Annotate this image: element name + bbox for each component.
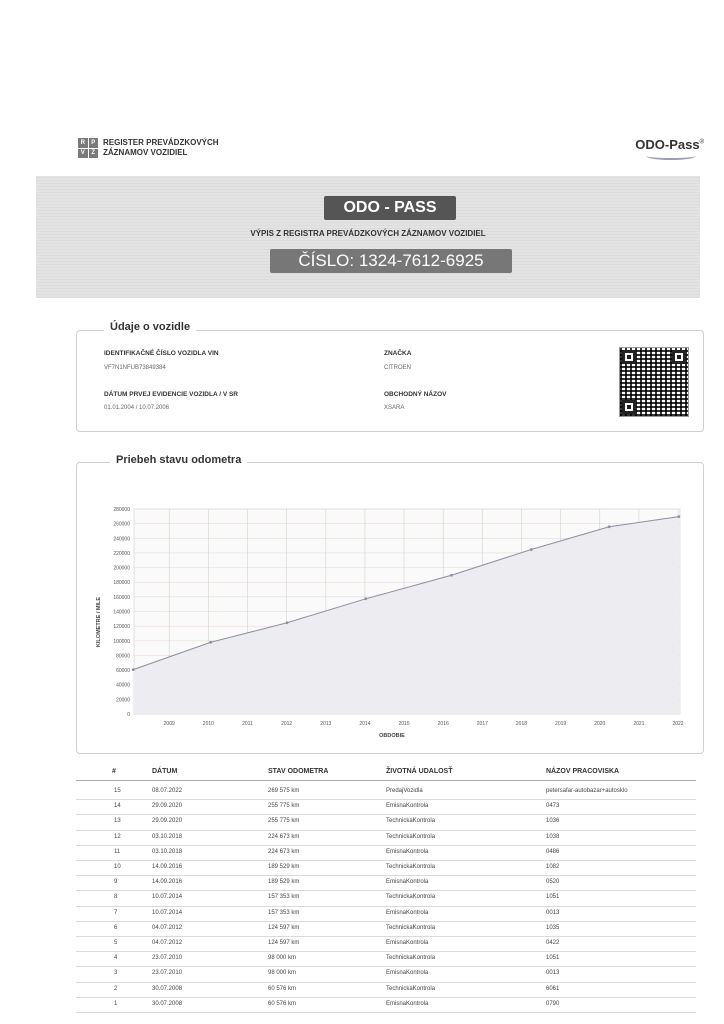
data-point (132, 668, 135, 671)
table-row (76, 845, 696, 861)
row-number: 13 (114, 818, 121, 825)
x-tick-label: 2012 (281, 721, 293, 727)
document-title: ODO - PASS (324, 196, 456, 220)
column-header-workplace: NÁZOV PRACOVISKA (546, 768, 620, 775)
row-odometer: 98 000 km (268, 955, 297, 962)
row-date: 30.07.2008 (152, 985, 183, 992)
row-event: TechnickaKontrola (386, 924, 436, 931)
x-tick-label: 2022 (672, 721, 684, 727)
row-date: 03.10.2018 (152, 833, 183, 840)
row-date: 23.07.2010 (152, 970, 183, 977)
row-number: 9 (114, 879, 118, 886)
y-tick-label: 20000 (116, 697, 130, 704)
y-tick-label: 200000 (113, 565, 130, 572)
row-date: 08.07.2022 (152, 788, 183, 794)
x-tick-label: 2011 (242, 721, 253, 727)
org-name-line1: REGISTER PREVÁDZKOVÝCH (103, 138, 219, 147)
column-header-number: # (112, 768, 116, 775)
row-workplace: 0520 (546, 879, 560, 886)
row-workplace: petersafar-autobazar+autosklo (546, 788, 628, 794)
row-date: 04.07.2012 (152, 924, 183, 931)
row-date: 14.09.2016 (152, 864, 183, 870)
y-tick-label: 260000 (113, 521, 130, 528)
table-row (76, 814, 696, 830)
document-subtitle: VÝPIS Z REGISTRA PREVÁDZKOVÝCH ZÁZNAMOV VOZIDIEL (250, 229, 486, 238)
table-header-divider (76, 780, 696, 781)
model-value: XSARA (384, 405, 405, 411)
row-number: 2 (114, 985, 118, 992)
row-number: 14 (114, 803, 121, 810)
row-number: 10 (114, 864, 121, 870)
rpvz-logo (78, 138, 98, 158)
table-row (76, 830, 696, 846)
row-date: 30.07.2008 (152, 1000, 183, 1007)
table-row (76, 997, 696, 1013)
data-point (677, 515, 680, 518)
x-tick-label: 2017 (476, 721, 488, 727)
row-workplace: 6061 (546, 985, 560, 992)
qr-code-icon (619, 347, 689, 417)
odo-pass-brand (635, 137, 704, 152)
y-tick-label: 140000 (113, 609, 130, 616)
chart-y-ticks (113, 507, 130, 718)
model-label: OBCHODNÝ NÁZOV (384, 391, 447, 398)
y-tick-label: 280000 (113, 507, 130, 513)
y-tick-label: 0 (127, 712, 130, 718)
table-row (76, 982, 696, 998)
chart-x-ticks (164, 721, 684, 727)
row-date: 10.07.2014 (152, 909, 183, 916)
row-workplace: 1051 (546, 894, 560, 901)
row-event: EmisnaKontrola (386, 970, 429, 977)
y-tick-label: 180000 (113, 580, 130, 587)
table-row (76, 966, 696, 982)
table-row (76, 906, 696, 922)
y-tick-label: 220000 (113, 550, 130, 557)
vin-label: IDENTIFIKAČNÉ ČÍSLO VOZIDLA VIN (104, 350, 219, 357)
row-number: 12 (114, 833, 121, 840)
table-row (76, 921, 696, 937)
row-number: 6 (114, 924, 118, 931)
logo-letter: P (89, 138, 99, 148)
row-odometer: 98 000 km (268, 970, 297, 977)
row-event: EmisnaKontrola (386, 879, 429, 886)
row-event: TechnickaKontrola (386, 894, 436, 901)
row-date: 29.09.2020 (152, 818, 183, 825)
row-workplace: 1036 (546, 818, 560, 825)
row-odometer: 157 353 km (268, 894, 300, 901)
table-row (76, 784, 696, 800)
row-workplace: 1038 (546, 833, 560, 840)
y-tick-label: 80000 (116, 653, 130, 660)
make-label: ZNAČKA (384, 350, 412, 357)
organization-name (103, 138, 263, 158)
row-event: TechnickaKontrola (386, 985, 436, 992)
row-date: 29.09.2020 (152, 803, 183, 810)
x-tick-label: 2020 (594, 721, 606, 727)
row-event: EmisnaKontrola (386, 909, 429, 916)
x-tick-label: 2018 (515, 721, 528, 727)
logo-letter: R (78, 138, 88, 148)
data-point (286, 621, 289, 624)
x-tick-label: 2014 (359, 721, 371, 727)
logo-letter: Z (89, 149, 99, 159)
column-header-event: ŽIVOTNÁ UDALOSŤ (386, 768, 453, 775)
row-event: PredajVozidla (386, 788, 423, 794)
table-row (76, 890, 696, 906)
row-odometer: 189 529 km (268, 864, 300, 870)
row-number: 3 (114, 970, 118, 977)
data-point (450, 574, 453, 577)
y-tick-label: 120000 (113, 624, 130, 631)
row-workplace: 0473 (546, 803, 560, 810)
y-tick-label: 60000 (116, 668, 130, 675)
x-tick-label: 2019 (555, 721, 567, 727)
row-date: 03.10.2018 (152, 848, 183, 855)
row-event: TechnickaKontrola (386, 955, 436, 962)
row-number: 11 (114, 848, 121, 855)
row-event: EmisnaKontrola (386, 940, 429, 946)
data-point (209, 641, 212, 644)
vin-value: VF7N1NFUB73849384 (104, 365, 166, 371)
first-registration-label: DÁTUM PRVEJ EVIDENCIE VOZIDLA / V SR (104, 391, 238, 398)
row-odometer: 189 529 km (268, 879, 300, 886)
row-number: 1 (114, 1000, 118, 1007)
vehicle-panel (76, 330, 704, 432)
row-workplace: 0422 (546, 940, 560, 946)
x-tick-label: 2015 (398, 721, 410, 727)
data-point (364, 597, 367, 600)
row-odometer: 60 576 km (268, 1000, 297, 1007)
row-event: TechnickaKontrola (386, 864, 436, 870)
row-number: 15 (114, 788, 121, 794)
row-number: 8 (114, 894, 118, 901)
row-odometer: 224 673 km (268, 833, 300, 840)
row-workplace: 0486 (546, 848, 560, 855)
brand-mark: ® (699, 139, 704, 146)
row-workplace: 0790 (546, 1000, 560, 1007)
row-event: EmisnaKontrola (386, 803, 429, 810)
row-event: EmisnaKontrola (386, 1000, 429, 1007)
row-odometer: 157 353 km (268, 909, 300, 916)
row-event: TechnickaKontrola (386, 833, 436, 840)
row-odometer: 60 576 km (268, 985, 297, 992)
row-odometer: 124 597 km (268, 940, 300, 946)
y-tick-label: 40000 (116, 682, 130, 689)
row-odometer: 269 575 km (268, 788, 300, 794)
x-tick-label: 2016 (437, 721, 449, 727)
row-odometer: 255 775 km (268, 803, 300, 810)
table-row (76, 799, 696, 815)
data-point (608, 525, 611, 528)
row-number: 4 (114, 955, 118, 962)
row-odometer: 255 775 km (268, 818, 300, 825)
table-row (76, 936, 696, 952)
column-header-date: DÁTUM (152, 768, 178, 775)
brand-name: ODO-Pass (635, 137, 700, 152)
chart-y-axis-label: KILOMETRE / MILE (96, 596, 102, 648)
column-header-odometer: STAV ODOMETRA (268, 768, 329, 775)
row-date: 10.07.2014 (152, 894, 183, 901)
row-odometer: 224 673 km (268, 848, 300, 855)
x-tick-label: 2013 (320, 721, 332, 727)
document-number: ČÍSLO: 1324-7612-6925 (270, 249, 512, 273)
row-event: TechnickaKontrola (386, 818, 436, 825)
row-number: 5 (114, 940, 118, 946)
odometer-records-table (76, 768, 696, 1018)
chart-x-axis-label: OBDOBIE (379, 733, 405, 739)
make-value: CITROEN (384, 365, 411, 371)
brand-swoosh-icon (646, 152, 696, 160)
vehicle-section-title: Údaje o vozidle (104, 321, 196, 333)
row-date: 14.09.2016 (152, 879, 183, 886)
row-number: 7 (114, 909, 118, 916)
table-row (76, 951, 696, 967)
odometer-chart (76, 487, 692, 747)
row-workplace: 0013 (546, 909, 560, 916)
table-row (76, 875, 696, 891)
org-name-line2: ZÁZNAMOV VOZIDIEL (103, 148, 188, 157)
row-date: 04.07.2012 (152, 940, 183, 946)
row-date: 23.07.2010 (152, 955, 183, 962)
logo-letter: V (78, 149, 88, 159)
row-workplace: 1082 (546, 864, 560, 870)
y-tick-label: 160000 (113, 594, 130, 601)
odometer-section-title: Priebeh stavu odometra (110, 454, 247, 466)
row-workplace: 1051 (546, 955, 560, 962)
row-odometer: 124 597 km (268, 924, 300, 931)
first-registration-value: 01.01.2004 / 10.07.2006 (104, 405, 170, 411)
row-workplace: 1035 (546, 924, 560, 931)
y-tick-label: 240000 (113, 536, 130, 543)
x-tick-label: 2009 (163, 721, 175, 727)
y-tick-label: 100000 (113, 638, 130, 645)
x-tick-label: 2010 (202, 721, 214, 727)
data-point (530, 548, 533, 551)
row-workplace: 0013 (546, 970, 560, 977)
table-row (76, 860, 696, 876)
x-tick-label: 2021 (633, 721, 645, 727)
row-event: EmisnaKontrola (386, 848, 429, 855)
